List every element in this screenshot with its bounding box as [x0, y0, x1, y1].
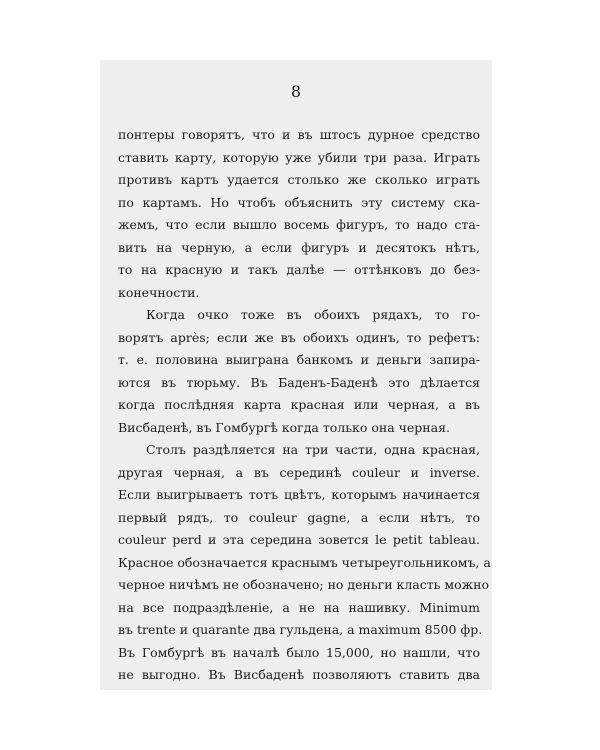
text-line: т. е. половина выиграна банкомъ и деньги запира- [118, 352, 480, 367]
page-body-text [118, 124, 491, 687]
text-line: по картамъ. Но чтобъ объяснить эту систему ска- [118, 194, 480, 210]
text-line: ворятъ après; если же въ обоихъ одинъ, то рефетъ: [118, 329, 480, 345]
text-line: въ trente и quarante два гульдена, а maximum 8500 фр. [118, 622, 483, 637]
text-line: couleur perd и эта середина зовется le petit tableau. [118, 532, 480, 547]
paragraph-first-line: Когда очко тоже въ обоихъ рядахъ, то го- [146, 307, 480, 322]
text-line: конечности. [118, 284, 200, 300]
text-line: понтеры говорятъ, что и въ штосъ дурное средство [118, 127, 480, 142]
text-line: ются въ тюрьму. Въ Баденъ-Баденѣ это дѣлается [118, 374, 480, 390]
text-line: когда послѣдняя карта красная или черная, а въ [118, 397, 480, 412]
text-line: Висбаденѣ, въ Гомбургѣ когда только она черная. [118, 419, 450, 435]
text-line: Красное обозначается краснымъ четыреугольникомъ, а [118, 554, 491, 570]
page-number: 8 [290, 82, 302, 101]
text-line: не выгодно. Въ Висбаденѣ позволяютъ ставить два [118, 667, 480, 682]
text-line: противъ картъ удается столько же сколько играть [118, 172, 480, 187]
text-line: на все подраздѣленіе, а не на нашивку. Minimum [118, 599, 480, 615]
paragraph-first-line: Столъ раздѣляется на три части, одна красная, [146, 442, 480, 457]
text-line: Если выигрываетъ тотъ цвѣтъ, которымъ начинается [118, 487, 480, 502]
text-line: черное ничѣмъ не обозначено; но деньги класть можно [118, 577, 490, 592]
text-line: Въ Гомбургѣ въ началѣ было 15,000, но нашли, что [118, 644, 480, 660]
text-line: другая черная, а въ серединѣ couleur и inverse. [118, 464, 480, 480]
book-page [100, 60, 492, 690]
text-line: первый рядъ, то couleur gagne, а если нѣтъ, то [118, 509, 480, 525]
text-line: жемъ, что если вышло восемь фигуръ, то надо ста- [118, 217, 480, 232]
text-line: ставить карту, которую уже убили три раза. Играть [118, 149, 480, 165]
text-line: вить на черную, а если фигуръ и десятокъ нѣтъ, [118, 239, 480, 255]
text-line: то на красную и такъ далѣе — оттѣнковъ до без- [118, 262, 480, 277]
